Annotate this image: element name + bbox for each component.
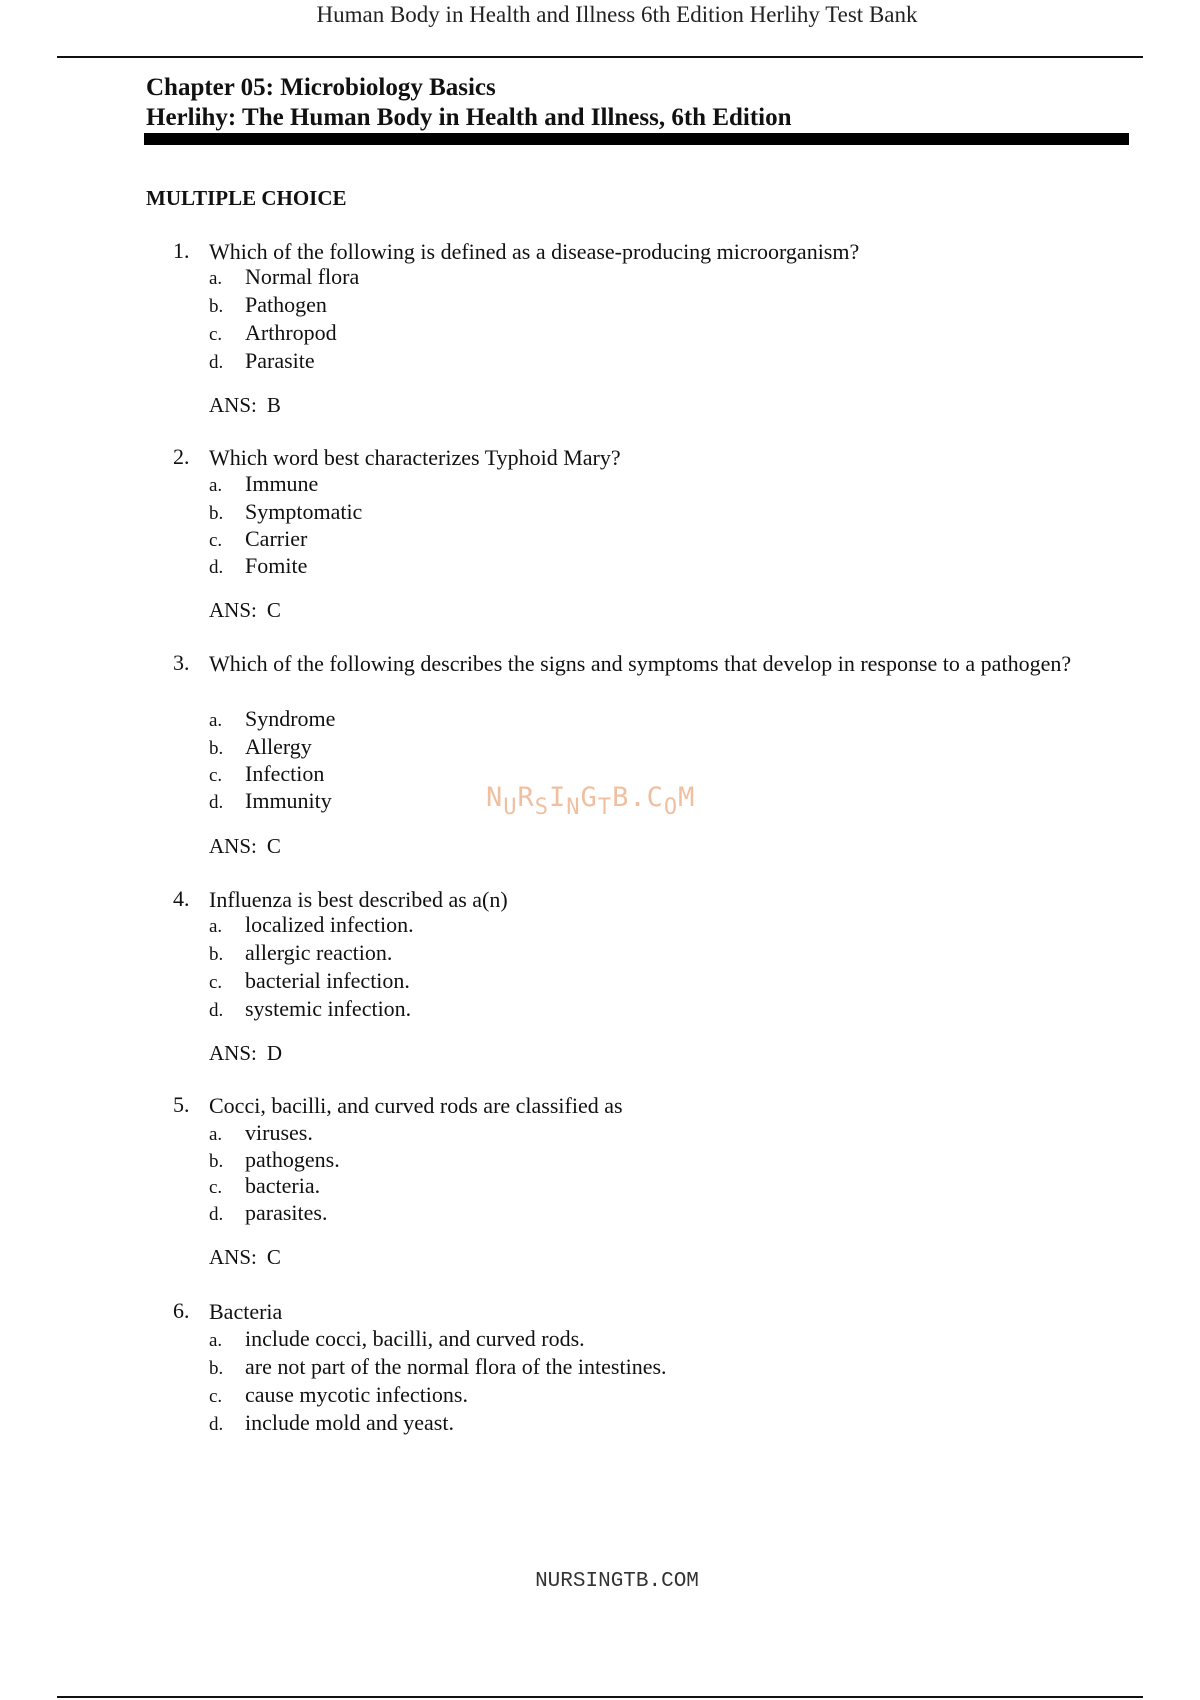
watermark-char: T: [597, 795, 613, 820]
section-heading: MULTIPLE CHOICE: [146, 186, 347, 210]
option-text: Arthropod: [245, 320, 337, 345]
option-text: bacterial infection.: [245, 968, 410, 993]
option-letter: b.: [209, 503, 224, 524]
option-letter: b.: [209, 1358, 224, 1379]
option-letter: b.: [209, 296, 224, 317]
option-d: [209, 553, 307, 579]
option-letter: b.: [209, 1151, 224, 1172]
answer-label: ANS:: [209, 393, 257, 417]
option-letter: d.: [209, 352, 224, 373]
watermark-char: O: [663, 795, 679, 820]
watermark-char: N: [566, 795, 581, 820]
option-d: [209, 788, 332, 814]
option-letter: d.: [209, 1414, 224, 1435]
answer-label: ANS:: [209, 1245, 257, 1269]
option-text: Carrier: [245, 526, 308, 551]
watermark-char: .: [629, 782, 647, 813]
option-text: Pathogen: [245, 292, 327, 317]
question-stem: Which of the following describes the signs and symptoms that develop in response to a pathogen?: [209, 651, 1072, 676]
question-number: 1.: [173, 238, 190, 263]
question-number: 5.: [173, 1092, 190, 1117]
option-letter: a.: [209, 475, 223, 496]
answer-value: D: [266, 1041, 283, 1065]
option-text: Normal flora: [245, 264, 360, 289]
option-letter: a.: [209, 710, 223, 731]
option-b: [209, 292, 327, 318]
question-stem: Which of the following is defined as a disease-producing microorganism?: [209, 239, 860, 264]
question-stem: Bacteria: [209, 1299, 283, 1324]
option-text: allergic reaction.: [245, 940, 393, 965]
option-d: [209, 996, 411, 1022]
option-letter: a.: [209, 916, 223, 937]
option-letter: c.: [209, 324, 223, 345]
option-a: [209, 1120, 313, 1146]
option-text: Syndrome: [245, 706, 336, 731]
question-number: 6.: [173, 1298, 190, 1323]
option-a: [209, 471, 318, 497]
option-b: [209, 1147, 340, 1173]
watermark-char: N: [486, 782, 504, 813]
option-text: systemic infection.: [245, 996, 412, 1021]
option-text: include mold and yeast.: [245, 1410, 454, 1435]
option-text: Parasite: [245, 348, 315, 373]
question-stem: Which word best characterizes Typhoid Mary?: [209, 445, 621, 470]
option-text: viruses.: [245, 1120, 313, 1145]
option-text: cause mycotic infections.: [245, 1382, 468, 1407]
option-letter: d.: [209, 1000, 224, 1021]
option-text: are not part of the normal flora of the intestines.: [245, 1354, 667, 1379]
chapter-heading-block: [146, 73, 792, 133]
answer-value: C: [266, 1245, 281, 1269]
option-letter: a.: [209, 1124, 223, 1145]
heading-bar: [144, 133, 1129, 145]
watermark-char: R: [517, 782, 535, 813]
option-text: Symptomatic: [245, 499, 363, 524]
option-text: pathogens.: [245, 1147, 340, 1172]
option-letter: c.: [209, 1386, 223, 1407]
option-c: [209, 526, 307, 552]
option-text: Infection: [245, 761, 325, 786]
running-header: Human Body in Health and Illness 6th Edition Herlihy Test Bank: [316, 2, 918, 27]
option-letter: c.: [209, 972, 223, 993]
option-letter: d.: [209, 557, 224, 578]
answer-line: [209, 1245, 281, 1270]
option-letter: d.: [209, 1204, 224, 1225]
answer-label: ANS:: [209, 834, 257, 858]
watermark-char: B: [612, 782, 630, 813]
option-c: [209, 761, 324, 787]
option-b: [209, 940, 392, 966]
option-c: [209, 1173, 320, 1199]
watermark-char: I: [549, 782, 567, 813]
option-d: [209, 1410, 454, 1436]
option-c: [209, 320, 337, 346]
answer-label: ANS:: [209, 1041, 257, 1065]
option-text: Immune: [245, 471, 319, 496]
option-a: [209, 1326, 585, 1352]
option-b: [209, 1354, 667, 1380]
watermark-char: S: [534, 795, 550, 820]
option-letter: c.: [209, 1177, 223, 1198]
option-c: [209, 968, 410, 994]
watermark-char: U: [503, 795, 518, 820]
option-text: bacteria.: [245, 1173, 321, 1198]
question-stem: Influenza is best described as a(n): [209, 887, 508, 912]
question-number: 2.: [173, 444, 190, 469]
header-rule: [57, 56, 1143, 58]
option-letter: b.: [209, 944, 224, 965]
option-d: [209, 1200, 327, 1226]
footer-rule: [57, 1696, 1143, 1698]
option-text: Fomite: [245, 553, 308, 578]
option-b: [209, 499, 362, 525]
answer-line: [209, 834, 281, 859]
option-letter: c.: [209, 530, 223, 551]
option-text: localized infection.: [245, 912, 414, 937]
option-letter: a.: [209, 268, 223, 289]
watermark-char: G: [580, 782, 598, 813]
answer-line: [209, 393, 281, 418]
option-text: parasites.: [245, 1200, 328, 1225]
option-letter: b.: [209, 738, 224, 759]
watermark-char: M: [678, 782, 696, 813]
option-a: [209, 912, 414, 938]
answer-line: [209, 598, 281, 623]
option-text: include cocci, bacilli, and curved rods.: [245, 1326, 585, 1351]
option-d: [209, 348, 315, 374]
watermark: [486, 782, 696, 820]
option-b: [209, 734, 312, 760]
answer-value: B: [266, 393, 281, 417]
question-number: 4.: [173, 886, 190, 911]
option-a: [209, 706, 335, 732]
option-letter: d.: [209, 792, 224, 813]
option-letter: a.: [209, 1330, 223, 1351]
answer-value: C: [266, 834, 281, 858]
book-title: Herlihy: The Human Body in Health and Illness, 6th Edition: [146, 104, 792, 131]
question-number: 3.: [173, 650, 190, 675]
option-c: [209, 1382, 468, 1408]
answer-value: C: [266, 598, 281, 622]
answer-label: ANS:: [209, 598, 257, 622]
watermark-char: C: [646, 782, 664, 813]
question-stem: Cocci, bacilli, and curved rods are classified as: [209, 1093, 623, 1118]
option-letter: c.: [209, 765, 223, 786]
answer-line: [209, 1041, 282, 1066]
option-text: Allergy: [245, 734, 312, 759]
option-a: [209, 264, 359, 290]
footer-site-mark: NURSINGTB.COM: [535, 1570, 699, 1593]
option-text: Immunity: [245, 788, 332, 813]
chapter-title: Chapter 05: Microbiology Basics: [146, 74, 496, 101]
